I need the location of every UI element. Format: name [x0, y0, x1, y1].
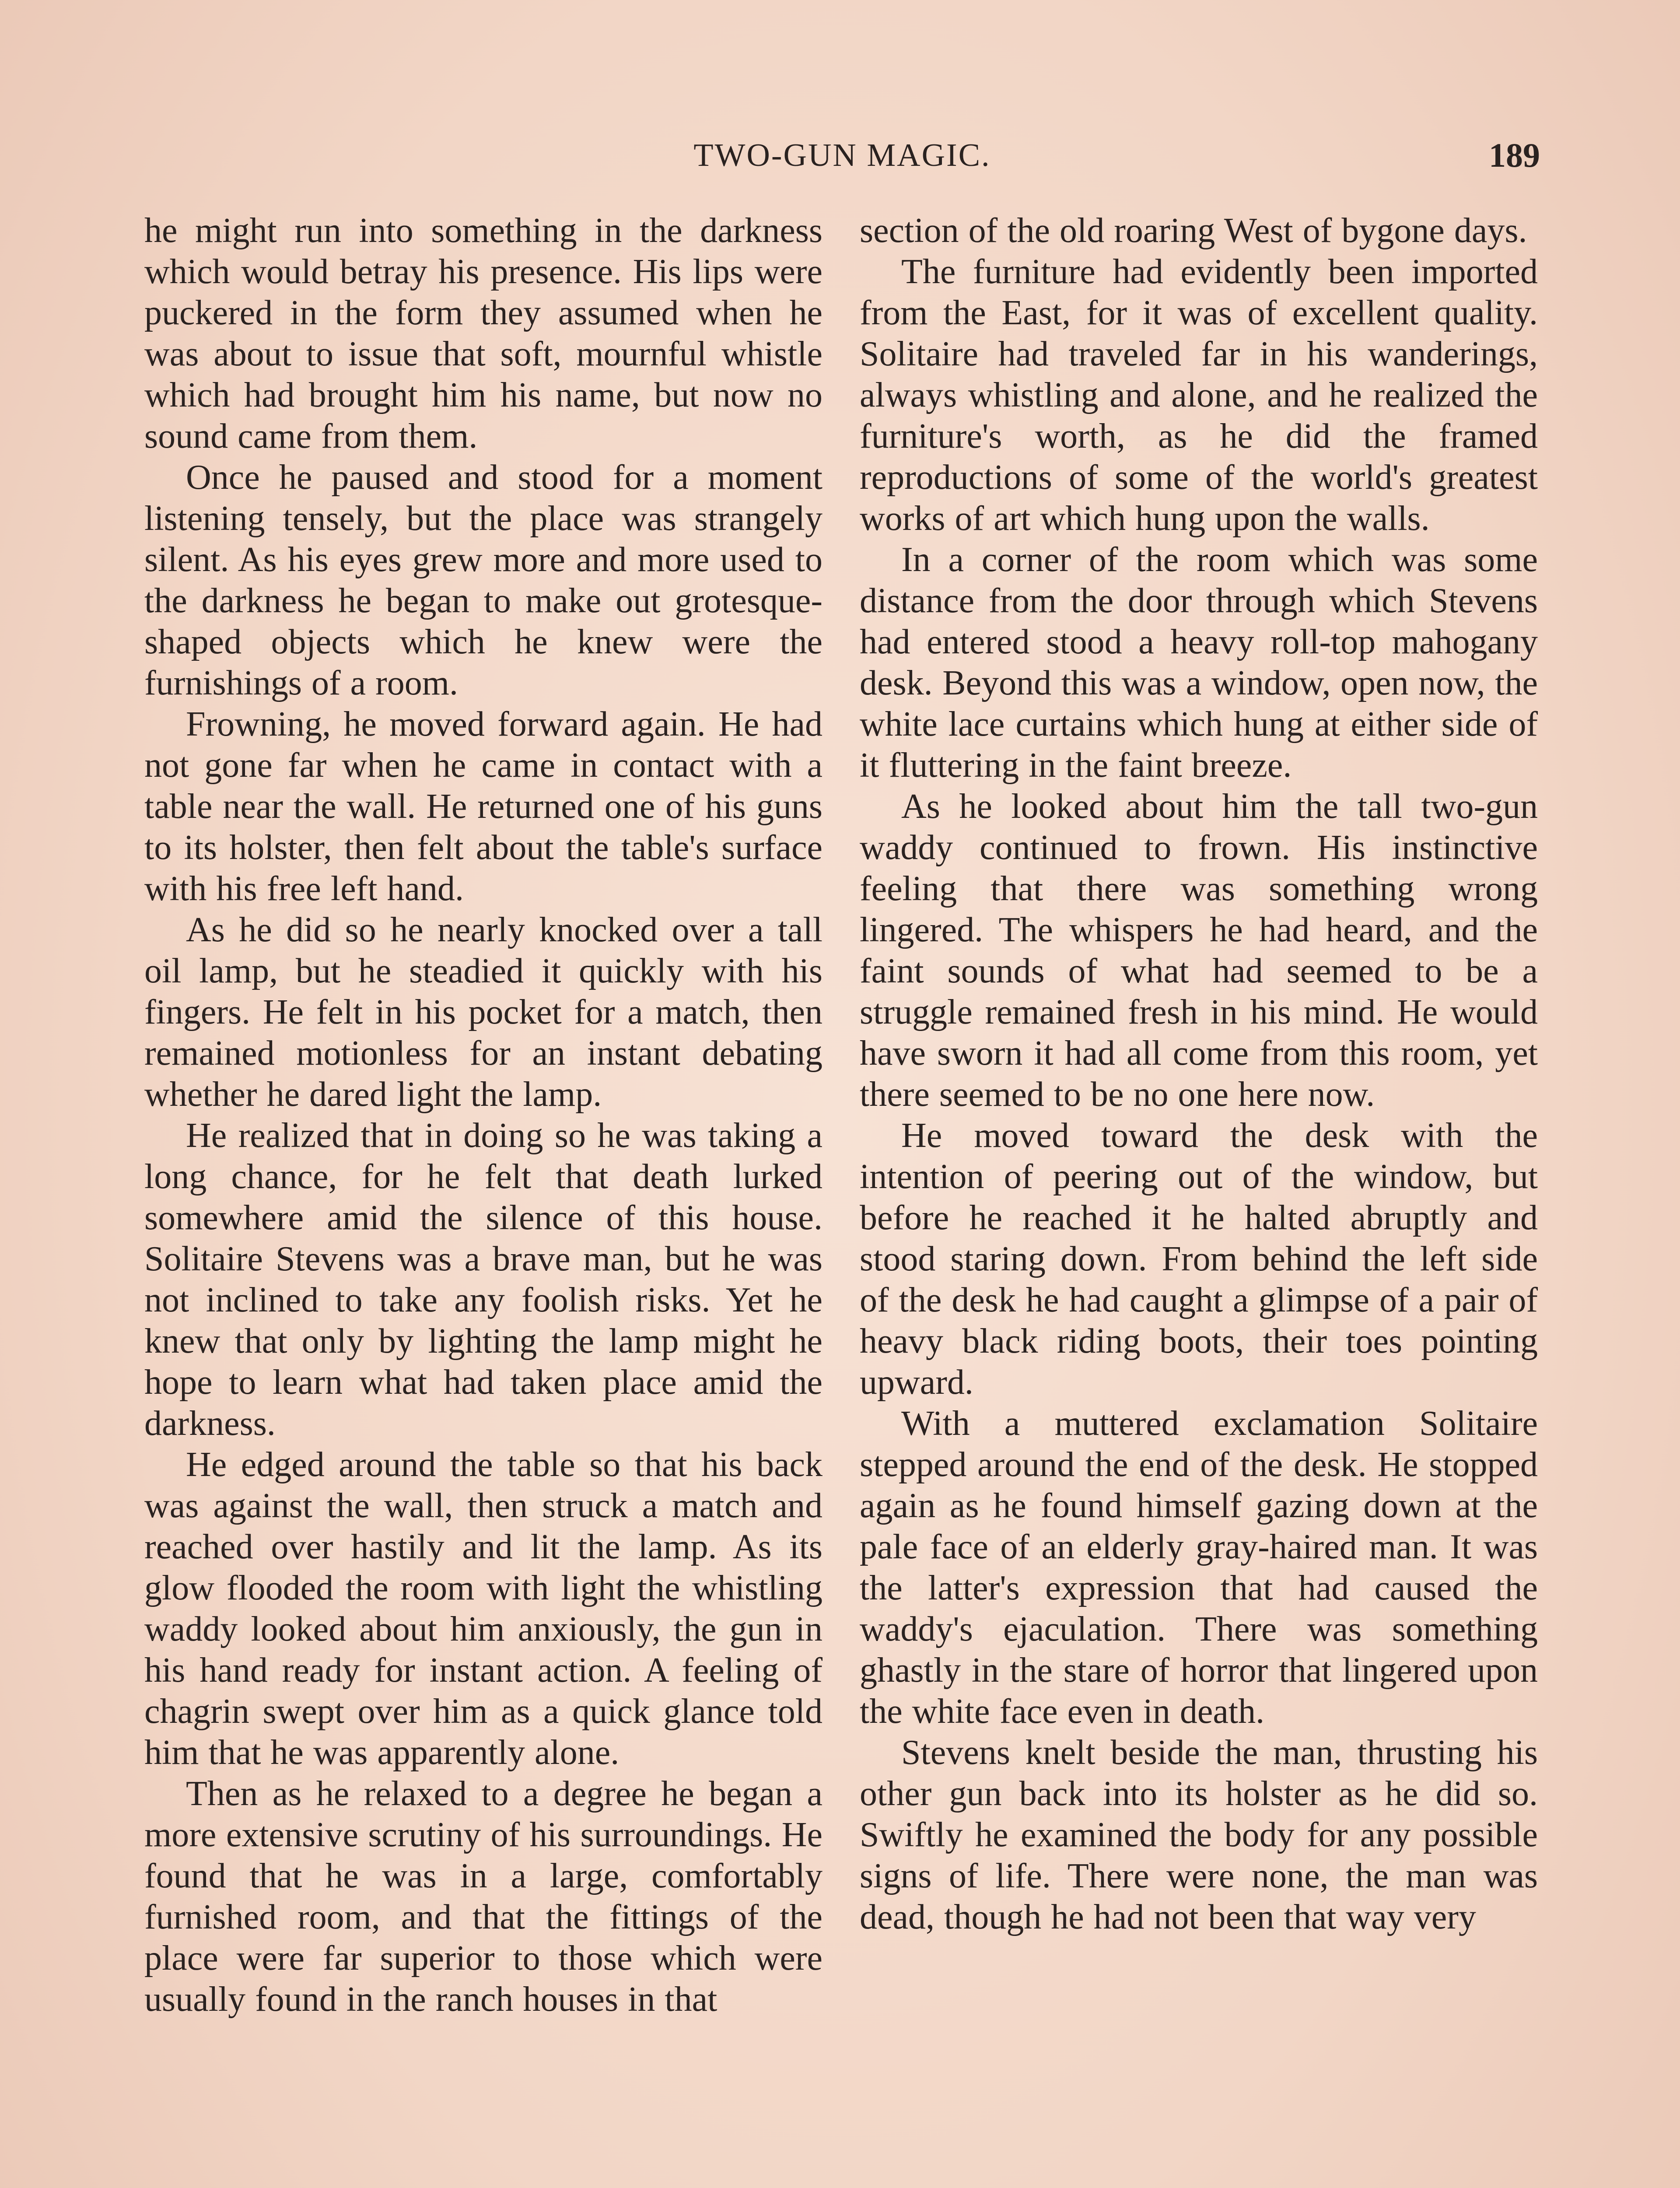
paragraph: Stevens knelt beside the man, thrusting his other gun back into its holster as he did so. Swiftly he examined the body for any possible signs of life. There were none, the man was dead, though he had not been that way very — [860, 1733, 1538, 1936]
paragraph: he might run into something in the darkness which would betray his presence. His lips were puckered in the form they assumed when he was about to issue that soft, mournful whistle which had brought him his name, but now no sound came from them. — [144, 211, 822, 456]
paragraph: Frowning, he moved forward again. He had not gone far when he came in contact with a table near the wall. He returned one of his guns to its holster, then felt about the table's surface with his free left hand. — [144, 705, 822, 908]
page-number: 189 — [1489, 136, 1540, 174]
paragraph: As he did so he nearly knocked over a tall oil lamp, but he steadied it quickly with his fingers. He felt in his pocket for a match, then remained motionless for an instant debating whether he dared light the lamp. — [144, 911, 822, 1114]
right-column — [860, 210, 1538, 1938]
paragraph: Then as he relaxed to a degree he began a more extensive scrutiny of his surroundings. He found that he was in a large, comfortably furnished room, and that the fittings of the place were far superior to those which were usually found in the ranch houses in that — [144, 1774, 822, 2019]
paragraph: In a corner of the room which was some distance from the door through which Stevens had entered stood a heavy roll-top mahogany desk. Beyond this was a window, open now, the white lace curtains which hung at either side of it fluttering in the faint breeze. — [860, 540, 1538, 785]
paragraph: The furniture had evidently been imported from the East, for it was of excellent quality. Solitaire had traveled far in his wanderings, always whistling and alone, and he realized the furniture's worth, as he did the framed reproductions of some of the world's greatest works of art which hung upon the walls. — [860, 252, 1538, 538]
paragraph: With a muttered exclamation Solitaire stepped around the end of the desk. He stopped again as he found himself gazing down at the pale face of an elderly gray-haired man. It was the latter's expression that had caused the waddy's ejaculation. There was something ghastly in the stare of horror that lingered upon the white face even in death. — [860, 1404, 1538, 1731]
paragraph: He moved toward the desk with the intention of peering out of the window, but before he reached it he halted abruptly and stood staring down. From behind the left side of the desk he had caught a glimpse of a pair of heavy black riding boots, their toes pointing upward. — [860, 1116, 1538, 1402]
paragraph: section of the old roaring West of bygone days. — [860, 211, 1527, 250]
paragraph: He realized that in doing so he was taking a long chance, for he felt that death lurked somewhere amid the silence of this house. Solitaire Stevens was a brave man, but he was not inclined to take any foolish risks. Yet he knew that only by lighting the lamp might he hope to learn what had taken place amid the darkness. — [144, 1116, 822, 1443]
paragraph: He edged around the table so that his back was against the wall, then struck a match and reached over hastily and lit the lamp. As its glow flooded the room with light the whistling waddy looked about him anxiously, the gun in his hand ready for instant action. A feeling of chagrin swept over him as a quick glance told him that he was apparently alone. — [144, 1445, 822, 1772]
left-column — [144, 210, 822, 2020]
paragraph: Once he paused and stood for a moment listening tensely, but the place was strangely silent. As his eyes grew more and more used to the darkness he began to make out grotesque-shaped objects which he knew were the furnishings of a room. — [144, 458, 822, 702]
paragraph: As he looked about him the tall two-gun waddy continued to frown. His instinctive feeling that there was something wrong lingered. The whispers he had heard, and the faint sounds of what had seemed to be a struggle remained fresh in his mind. He would have sworn it had all come from this room, yet there seemed to be no one here now. — [860, 787, 1538, 1114]
page-header — [144, 131, 1540, 179]
running-title: TWO-GUN MAGIC. — [693, 137, 991, 173]
